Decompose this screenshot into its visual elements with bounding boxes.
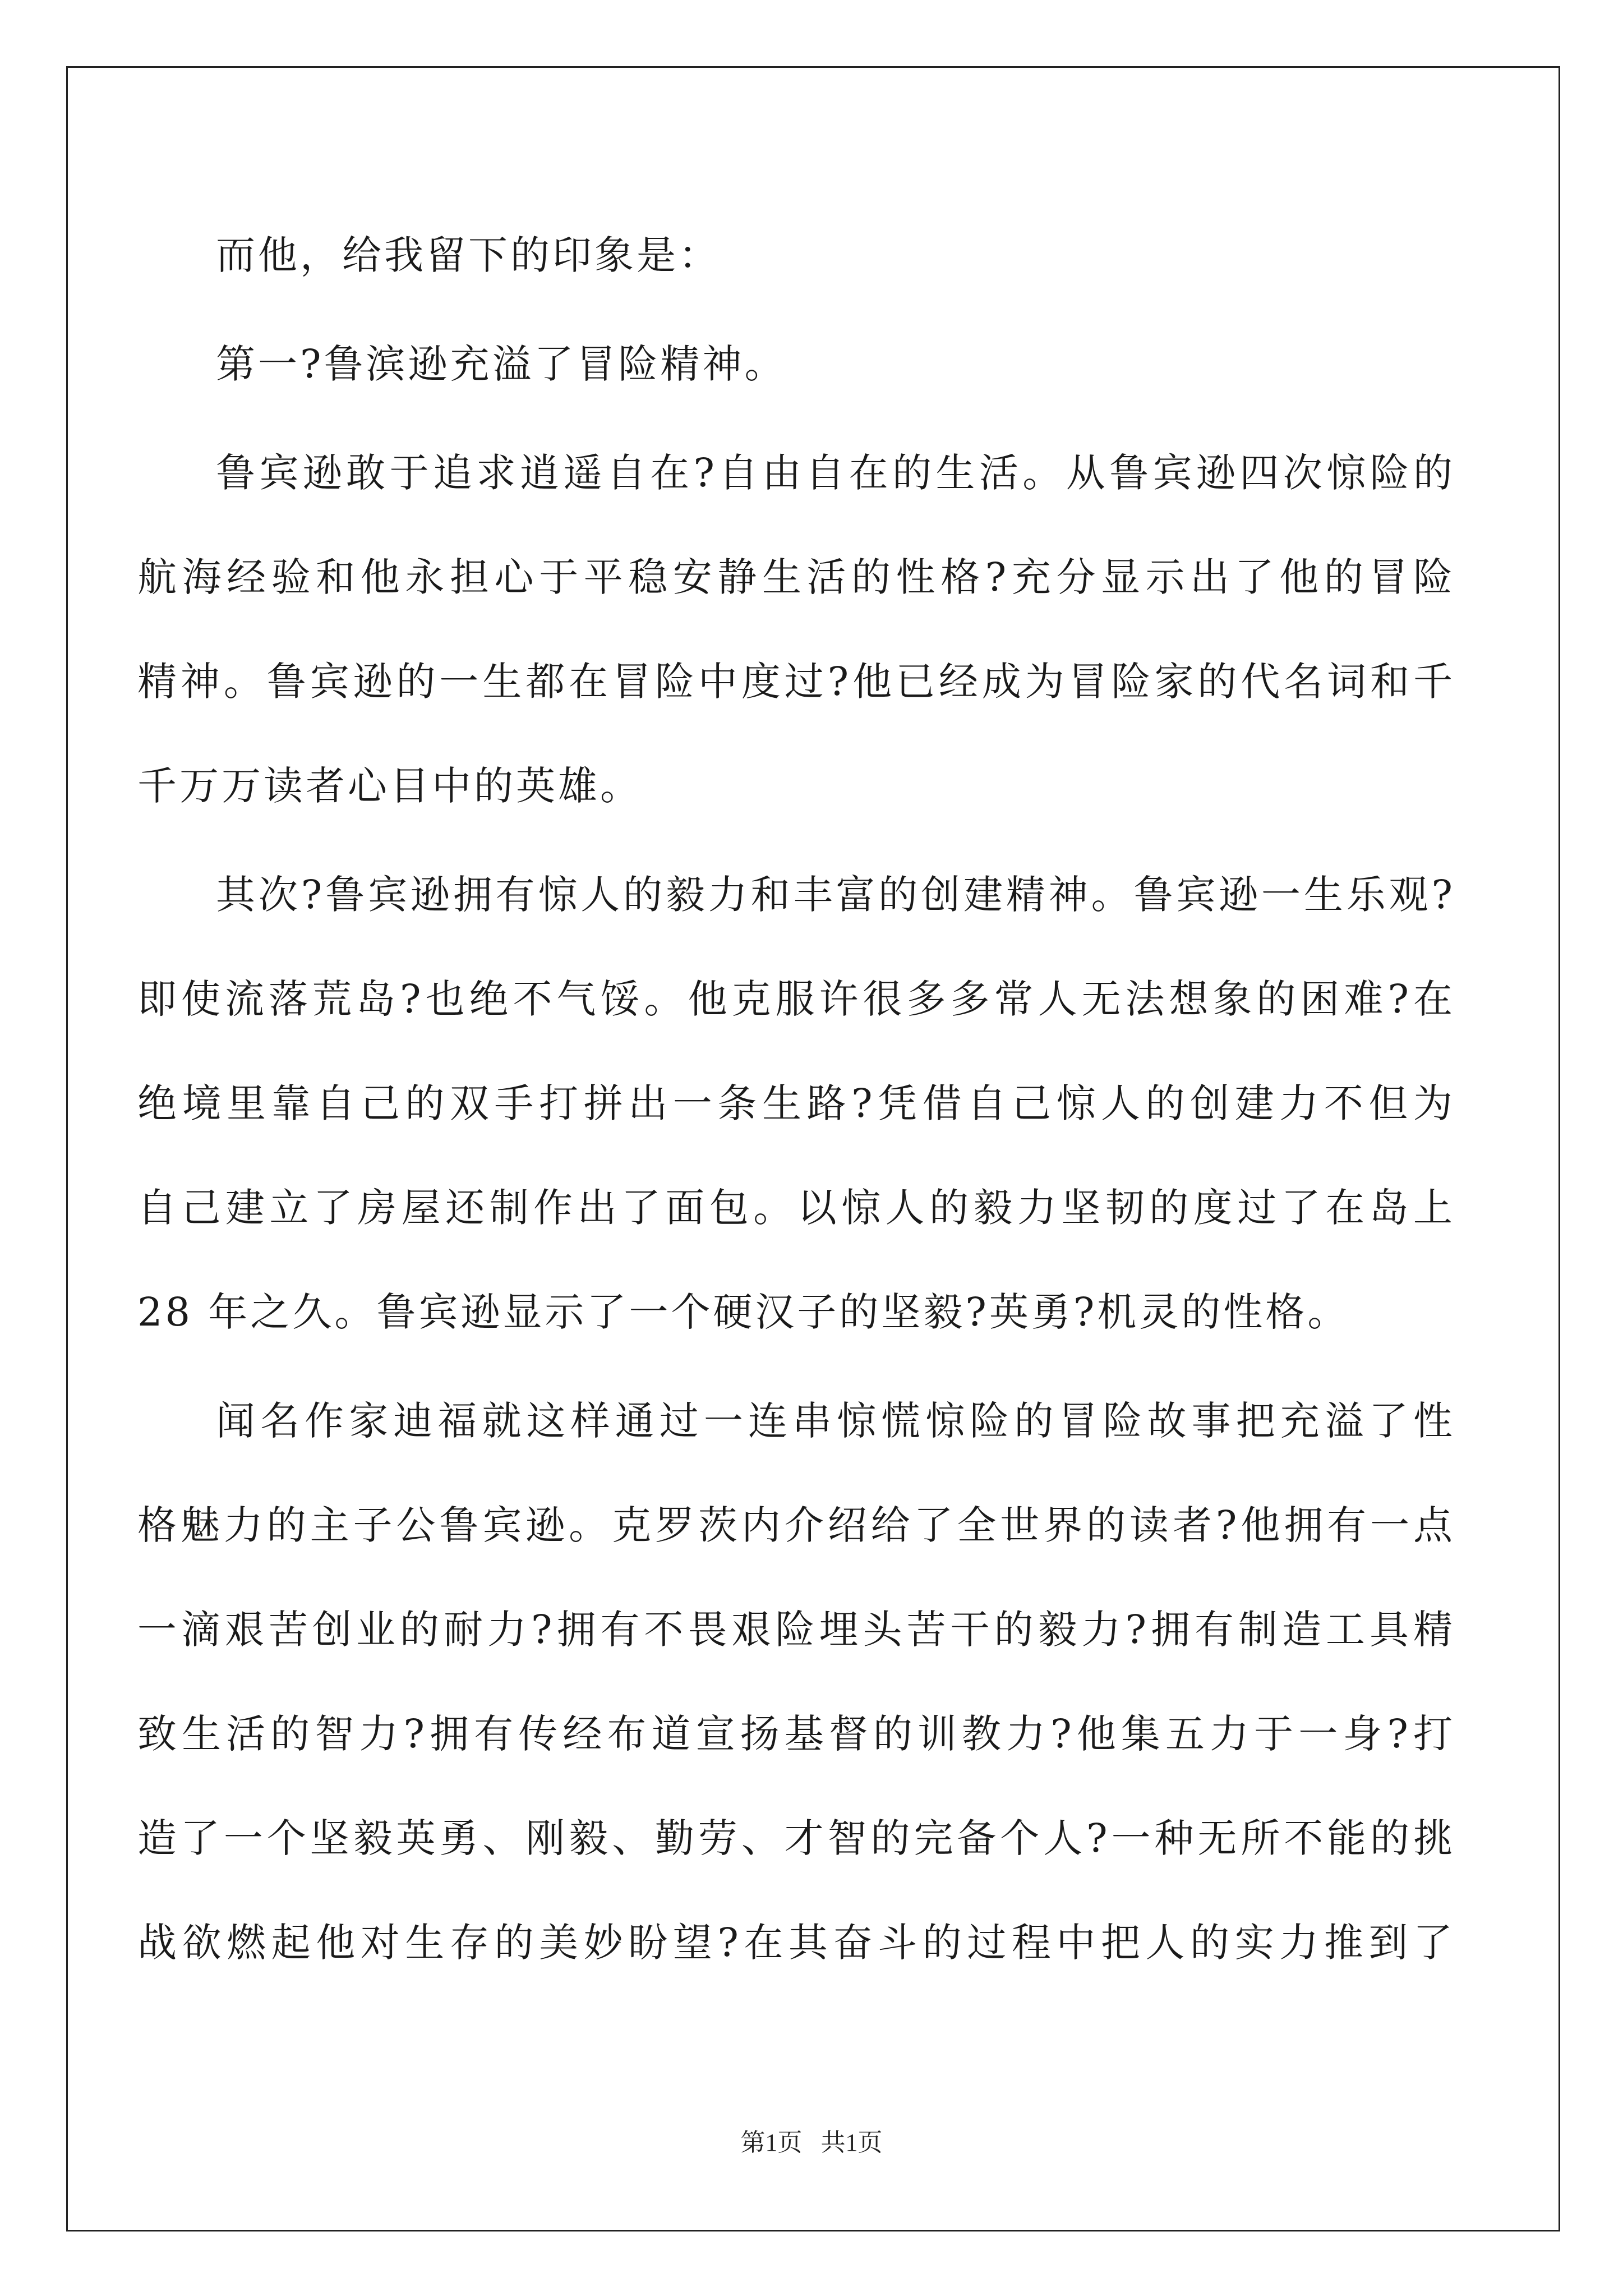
- text-line: 格魅力的主子公鲁宾逊。克罗茨内介绍给了全世界的读者?他拥有一点: [137, 1502, 1453, 1548]
- text-line: 千万万读者心目中的英雄。: [137, 763, 642, 809]
- text-line: 第一?鲁滨逊充溢了冒险精神。: [216, 341, 787, 387]
- text-line: 绝境里靠自己的双手打拼出一条生路?凭借自己惊人的创建力不但为: [137, 1080, 1453, 1126]
- text-line: 闻名作家迪福就这样通过一连串惊慌惊险的冒险故事把充溢了性: [216, 1398, 1453, 1444]
- text-line: 造了一个坚毅英勇、刚毅、勤劳、才智的完备个人?一种无所不能的挑: [137, 1815, 1453, 1861]
- page-border: [66, 66, 1560, 2231]
- text-line: 精神。鲁宾逊的一生都在冒险中度过?他已经成为冒险家的代名词和千: [137, 659, 1453, 705]
- text-line: 一滴艰苦创业的耐力?拥有不畏艰险埋头苦干的毅力?拥有制造工具精: [137, 1607, 1453, 1653]
- text-line: 28 年之久。鲁宾逊显示了一个硬汉子的坚毅?英勇?机灵的性格。: [137, 1289, 1350, 1335]
- text-line: 战欲燃起他对生存的美妙盼望?在其奋斗的过程中把人的实力推到了: [137, 1920, 1453, 1966]
- text-line: 即使流落荒岛?也绝不气馁。他克服许很多多常人无法想象的困难?在: [137, 976, 1453, 1022]
- text-line: 致生活的智力?拥有传经布道宣扬基督的训教力?他集五力于一身?打: [137, 1711, 1453, 1757]
- text-line: 自己建立了房屋还制作出了面包。以惊人的毅力坚韧的度过了在岛上: [137, 1185, 1453, 1231]
- text-line: 其次?鲁宾逊拥有惊人的毅力和丰富的创建精神。鲁宾逊一生乐观?: [216, 872, 1453, 918]
- text-line: 而他，给我留下的印象是：: [216, 232, 721, 278]
- text-line: 航海经验和他永担心于平稳安静生活的性格?充分显示出了他的冒险: [137, 554, 1453, 600]
- page-number-footer: 第1页 共1页: [740, 2129, 883, 2156]
- text-line: 鲁宾逊敢于追求逍遥自在?自由自在的生活。从鲁宾逊四次惊险的: [216, 450, 1453, 496]
